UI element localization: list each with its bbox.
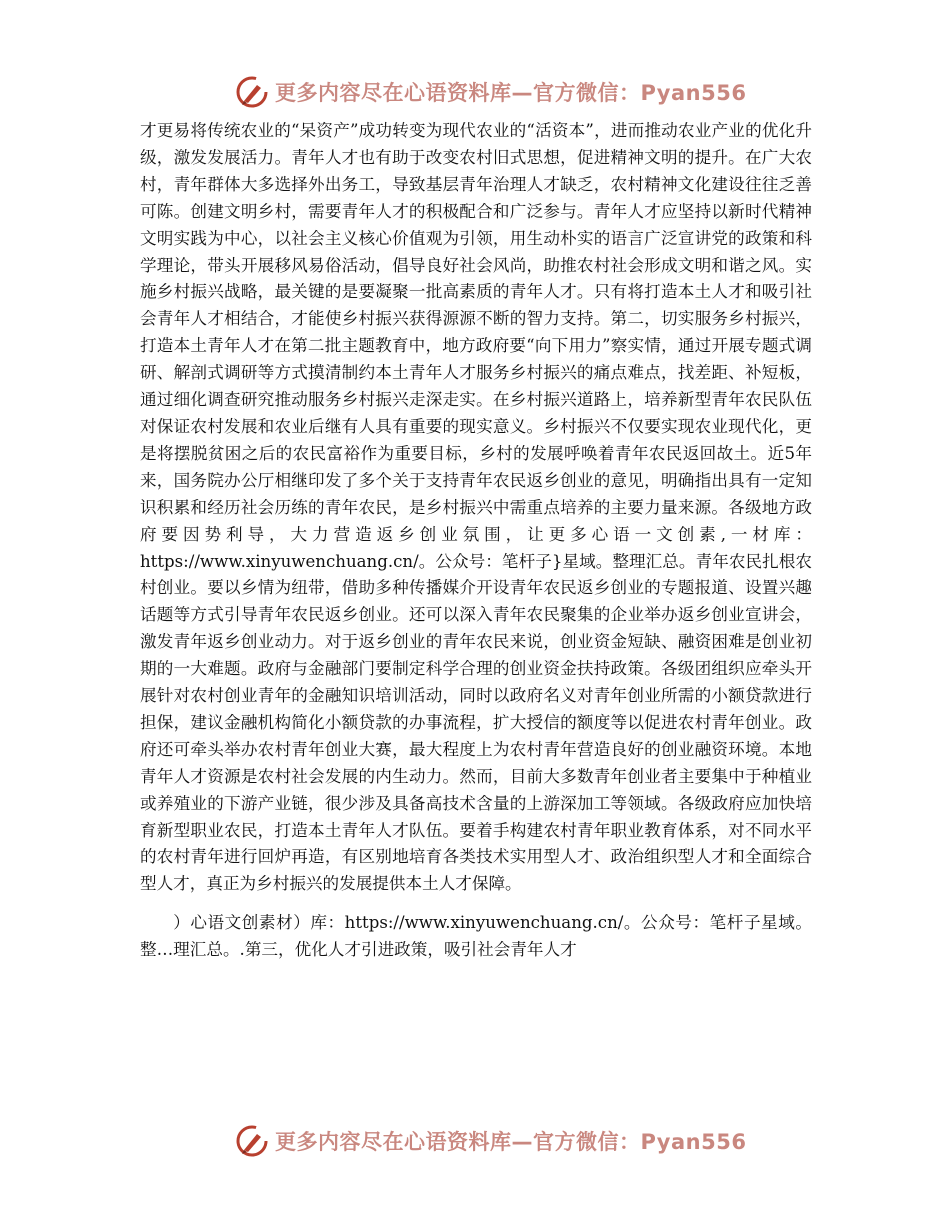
header-banner [235, 72, 747, 112]
paragraph-2: ）心语文创素材）库：https://www.xinyuwenchuang.cn/。公众号：笔杆子星域。整…理汇总。.第三，优化人才引进政策，吸引社会青年人才 [140, 913, 812, 960]
footer-banner [235, 1121, 747, 1161]
paragraph-1: 才更易将传统农业的“呆资产”成功转变为现代农业的“活资本”，进而推动农业产业的优化升级，激发发展活力。青年人才也有助于改变农村旧式思想，促进精神文明的提升。在广大农村，青年群体大多选择外出务工，导致基层青年治理人才缺乏，农村精神文化建设往往乏善可陈。创建文明乡村，需要青年人才的积极配合和广泛参与。青年人才应坚持以新时代精神文明实践为中心，以社会主义核心价值观为引领，用生动朴实的语言广泛宣讲党的政策和科学理论，带头开展移风易俗活动，倡导良好社会风尚，助推农村社会形成文明和谐之风。实施乡村振兴战略，最关键的是要凝聚一批高素质的青年人才。只有将打造本土人才和吸引社会青年人才相结合，才能使乡村振兴获得源源不断的智力支持。第二，切实服务乡村振兴，打造本土青年人才在第二批主题教育中，地方政府要“向下用力”察实情，通过开展专题式调研、解剖式调研等方式摸清制约本土青年人才服务乡村振兴的痛点难点，找差距、补短板，通过细化调查研究推动服务乡村振兴走深走实。在乡村振兴道路上，培养新型青年农民队伍对保证农村发展和农业后继有人具有重要的现实意义。乡村振兴不仅要实现农业现代化，更是将摆脱贫困之后的农民富裕作为重要目标，乡村的发展呼唤着青年农民返回故土。近5年来，国务院办公厅相继印发了多个关于支持青年农民返乡创业的意见，明确指出具有一定知识积累和经历社会历练的青年农民，是乡村振兴中需重点培养的主要力量来源。各级地方政府要因势利导，大力营造返乡创业氛围，让更多心语一文创素,一材库：https://www.xinyuwenchuang.cn/。公众号：笔杆子}星域。整理汇总。青年农民扎根农村创业。要以乡情为纽带，借助多种传播媒介开设青年农民返乡创业的专题报道、设置兴趣话题等方式引导青年农民返乡创业。还可以深入青年农民聚集的企业举办返乡创业宣讲会，激发青年返乡创业动力。对于返乡创业的青年农民来说，创业资金短缺、融资困难是创业初期的一大难题。政府与金融部门要制定科学合理的创业资金扶持政策。各级团组织应牵头开展针对农村创业青年的金融知识培训活动，同时以政府名义对青年创业所需的小额贷款进行担保，建议金融机构简化小额贷款的办事流程，扩大授信的额度等以促进农村青年创业。政府还可牵头举办农村青年创业大赛，最大程度上为农村青年营造良好的创业融资环境。本地青年人才资源是农村社会发展的内生动力。然而，目前大多数青年创业者主要集中于种植业或养殖业的下游产业链，很少涉及具备高技术含量的上游深加工等领域。各级政府应加快培育新型职业农民，打造本土青年人才队伍。要着手构建农村青年职业教育体系，对不同水平的农村青年进行回炉再造，有区别地培育各类技术实用型人才、政治组织型人才和全面综合型人才，真正为乡村振兴的发展提供本土人才保障。 [140, 121, 812, 894]
document-body [140, 118, 812, 964]
pen-circle-logo-icon [235, 1124, 269, 1158]
footer-banner-text: 更多内容尽在心语资料库—官方微信：Pyan556 [275, 1130, 747, 1154]
pen-circle-logo-icon [235, 75, 269, 109]
header-banner-text: 更多内容尽在心语资料库—官方微信：Pyan556 [275, 81, 747, 105]
